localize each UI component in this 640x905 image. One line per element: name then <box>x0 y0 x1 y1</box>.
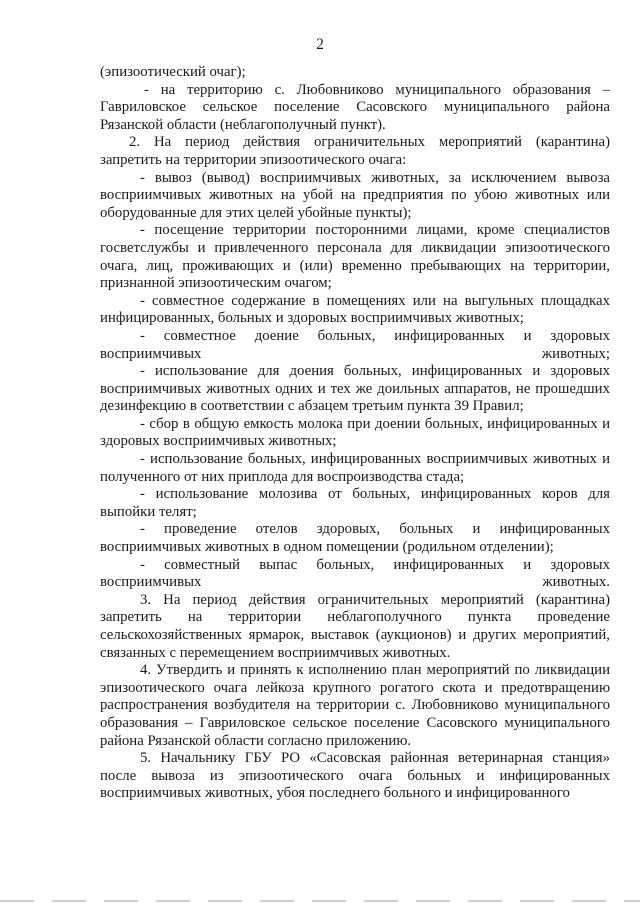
list-item-calving-ban: - проведение отелов здоровых, больных и инфицированных восприимчивых животных в одном помещении (родильном отделении); <box>100 521 610 556</box>
list-item-colostrum-ban: - использование молозива от больных, инфицированных коров для выпойки телят; <box>100 486 610 520</box>
paragraph-item-3: 3. На период действия ограничительных мероприятий (карантина) запретить на территории неблагополучного пункта проведение сельскохозяйственных ярмарок, выставок (аукционов) и других мероприятий, связанных с перемещением восприимчивых животных. <box>100 591 610 661</box>
list-item-joint-milking-ban: - совместное доение больных, инфицированных и здоровых восприимчивых животных; <box>100 327 610 362</box>
paragraph-item-2: 2. На период действия ограничительных мероприятий (карантина) запретить на территории эпизоотического очага: <box>100 134 610 168</box>
paragraph-territory-item: - на территорию с. Любовниково муниципального образования – Гавриловское сельское поселение Сасовского муниципального района Рязанской области (неблагополучный пункт). <box>100 81 610 133</box>
paragraph-continuation: (эпизоотический очаг); <box>100 64 246 80</box>
paragraph-item-4: 4. Утвердить и принять к исполнению план мероприятий по ликвидации эпизоотического очага лейкоза крупного рогатого скота и предотвращению распространения возбудителя на территории с. Любовниково муниципального образования – Гавриловское сельское поселение Сасовского муниципального района Рязанской области согласно приложению. <box>100 662 610 749</box>
paragraph-item-5: 5. Начальнику ГБУ РО «Сасовская районная ветеринарная станция» после вывоза из эпизоотического очага больных и инфицированных восприимчивых животных, убоя последнего больного и инфицированного <box>100 750 610 802</box>
list-item-export-ban: - вывоз (вывод) восприимчивых животных, за исключением вывоза восприимчивых животных на убой на предприятия по убою животных или оборудованные для этих целей убойные пункты); <box>100 169 610 221</box>
document-body <box>100 64 610 803</box>
page-number: 2 <box>316 36 324 53</box>
list-item-reproduction-ban: - использование больных, инфицированных восприимчивых животных и полученного от них приплода для воспроизводства стада; <box>100 451 610 485</box>
scan-edge-mark <box>0 900 640 902</box>
list-item-milking-equipment-ban: - использование для доения больных, инфицированных и здоровых восприимчивых животных одних и тех же доильных аппаратов, не прошедших дезинфекцию в соответствии с абзацем третьим пункта 39 Правил; <box>100 363 610 415</box>
list-item-grazing-ban: - совместный выпас больных, инфицированных и здоровых восприимчивых животных. <box>100 556 610 591</box>
list-item-milk-collection-ban: - сбор в общую емкость молока при доении больных, инфицированных и здоровых восприимчивых животных; <box>100 415 610 450</box>
list-item-joint-keeping-ban: - совместное содержание в помещениях или на выгульных площадках инфицированных, больных и здоровых восприимчивых животных; <box>100 292 610 327</box>
list-item-visit-ban: - посещение территории посторонними лицами, кроме специалистов госветслужбы и привлеченного персонала для ликвидации эпизоотического очага, лиц, проживающих и (или) временно пребывающих на территории, признанной эпизоотическим очагом; <box>100 222 610 292</box>
